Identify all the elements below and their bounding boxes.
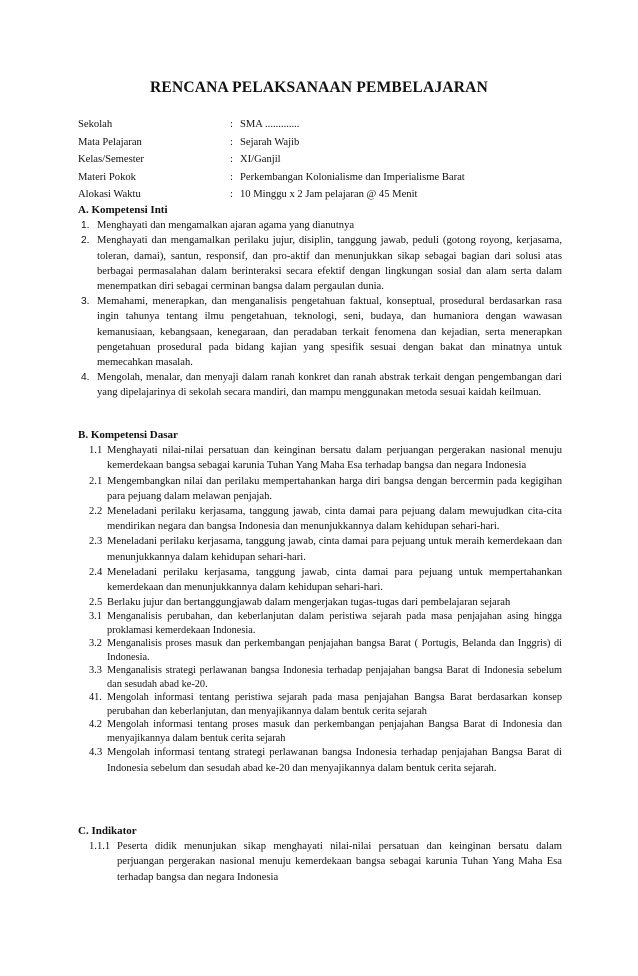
item-text: Menganalisis proses masuk dan perkembangan penjajahan bangsa Barat ( Portugis, Belanda dan Inggris) di Indonesia. — [107, 638, 562, 663]
info-label: Kelas/Semester — [78, 154, 144, 165]
info-colon: : — [230, 171, 233, 183]
item-text: Menganalisis perubahan, dan keberlanjutan dalam peristiwa sejarah pada masa penjajahan asing hingga proklamasi kemerdekaan Indonesia. — [107, 611, 562, 636]
list-item — [78, 565, 562, 595]
item-text: Menghayati dan mengamalkan ajaran agama yang dianutnya — [97, 220, 355, 232]
item-text: Berlaku jujur dan bertanggungjawab dalam mengerjakan tugas-tugas dari pembelajaran sejarah — [107, 597, 511, 609]
list-item — [78, 595, 562, 610]
item-number: 4. — [81, 372, 90, 384]
info-value: 10 Minggu x 2 Jam pelajaran @ 45 Menit — [240, 189, 418, 200]
item-number: 2.5 — [89, 597, 103, 609]
item-number: 1.1 — [89, 445, 103, 457]
info-value: SMA ............. — [240, 119, 300, 130]
info-value: Sejarah Wajib — [240, 136, 300, 148]
item-number: 2.4 — [89, 566, 103, 578]
section-title: A. Kompetensi Inti — [78, 204, 168, 216]
info-label: Mata Pelajaran — [78, 136, 142, 148]
list-item — [78, 610, 562, 637]
list-item — [78, 718, 562, 745]
document-title: RENCANA PELAKSANAAN PEMBELAJARAN — [150, 79, 488, 96]
item-text: Memahami, menerapkan, dan menganalisis pengetahuan faktual, konseptual, prosedural berdasarkan rasa ingin tahunya tentang ilmu pengetahuan, teknologi, seni, budaya, dan humaniora dengan wawasan kemanusiaan, kebangsaan, kenegaraan, dan peradaban terkait fenomena dan kejadian, serta menerapkan pengetahuan prosedural pada bidang kajian yang spesifik sesuai dengan bakat dan minatnya untuk memecahkan masalah. — [97, 296, 562, 369]
info-label: Alokasi Waktu — [78, 189, 141, 200]
info-colon: : — [230, 136, 233, 148]
item-text: Mengolah informasi tentang peristiwa sejarah pada masa penjajahan Bangsa Barat berdasarkan konsep perubahan dan keberlanjutan, dan menyajikannya dalam bentuk cerita sejarah — [107, 692, 562, 717]
list-item — [78, 474, 562, 504]
item-number: 2.1 — [89, 475, 103, 487]
section-indikator — [78, 824, 562, 885]
list-item — [78, 233, 562, 294]
list-item — [78, 637, 562, 664]
item-text: Meneladani perilaku kerjasama, tanggung jawab, cinta damai para pejuang untuk mempertahankan kemerdekaan dan menunjukkannya dalam kehidupan sehari-hari. — [107, 566, 562, 594]
list-item — [78, 218, 562, 233]
item-number: 2.3 — [89, 536, 103, 548]
item-text: Mengolah informasi tentang proses masuk dan perkembangan penjajahan Bangsa Barat di Indonesia dan menyajikannya dalam bentuk cerita sejarah — [107, 719, 562, 744]
info-colon: : — [230, 189, 233, 200]
section-title: B. Kompetensi Dasar — [78, 429, 178, 441]
section-title: C. Indikator — [78, 825, 137, 837]
item-text: Peserta didik menunjukan sikap menghayati nilai-nilai persatuan dan keinginan bersatu dalam perjuangan pergerakan nasional menuju kemerdekaan bangsa sebagai karunia Tuhan Yang Maha Esa terhadap bangsa dan negara Indonesia — [117, 841, 562, 883]
list-item — [78, 370, 562, 400]
item-text: Meneladani perilaku kerjasama, tanggung jawab, cinta damai para pejuang dalam mewujudkan cita-cita mendirikan negara dan bangsa Indonesia dan menunjukkannya dalam kehidupan sehari-hari. — [107, 506, 562, 533]
list-item — [78, 504, 562, 534]
info-value: Perkembangan Kolonialisme dan Imperialisme Barat — [240, 171, 465, 183]
item-number: 2. — [81, 235, 90, 247]
item-number: 41. — [89, 692, 102, 704]
item-number: 1. — [81, 220, 90, 232]
item-number: 3.3 — [89, 665, 102, 677]
info-colon: : — [230, 119, 233, 130]
list-item — [78, 745, 562, 775]
item-text: Menganalisis strategi perlawanan bangsa Indonesia terhadap penjajahan bangsa Barat di Indonesia sebelum dan sesudah abad ke-20. — [107, 665, 562, 690]
list-item — [78, 443, 562, 473]
item-text: Menghayati nilai-nilai persatuan dan keinginan bersatu dalam perjuangan pergerakan nasional menuju kemerdekaan bangsa sebagai karunia Tuhan Yang Maha Esa terhadap bangsa dan negara Indonesia — [107, 445, 562, 472]
item-text: Mengolah informasi tentang strategi perlawanan bangsa Indonesia terhadap penjajahan Bangsa Barat di Indonesia sebelum dan sesudah abad ke-20 dan menyajikannya dalam bentuk cerita sejarah. — [107, 747, 562, 774]
item-number: 3.2 — [89, 638, 102, 650]
item-text: Mengembangkan nilai dan perilaku mempertahankan harga diri bangsa dengan bercermin pada kegigihan para pejuang dalam melawan penjajah. — [107, 475, 562, 502]
list-item — [78, 664, 562, 691]
list-item — [78, 534, 562, 564]
info-colon: : — [230, 154, 233, 165]
list-item — [78, 839, 562, 885]
item-number: 3. — [81, 296, 90, 308]
item-number: 4.2 — [89, 719, 102, 731]
section-kompetensi-inti — [78, 203, 562, 401]
section-kompetensi-dasar — [78, 428, 562, 776]
item-text: Meneladani perilaku kerjasama, tanggung jawab, cinta damai para pejuang untuk meraih kemerdekaan dan menunjukkannya dalam kehidupan sehari-hari. — [107, 536, 562, 563]
item-text: Mengolah, menalar, dan menyaji dalam ranah konkret dan ranah abstrak terkait dengan pengembangan dari yang dipelajarinya di sekolah secara mandiri, dan mampu menggunakan metoda sesuai kaidah keilmuan. — [97, 372, 562, 399]
list-item — [78, 691, 562, 718]
item-number: 2.2 — [89, 506, 103, 518]
item-text: Menghayati dan mengamalkan perilaku jujur, disiplin, tanggung jawab, peduli (gotong royong, kerjasama, toleran, damai), santun, responsif, dan pro-aktif dan menunjukkan sikap sebagai bagian dari solusi atas berbagai permasalahan dalam berinteraksi secara efektif dengan lingkungan sosial dan alam serta dalam menempatkan diri sebagai cerminan bangsa dalam pergaulan dunia. — [97, 235, 562, 293]
list-item — [78, 294, 562, 370]
info-label: Sekolah — [78, 119, 113, 130]
info-value: XI/Ganjil — [240, 154, 281, 165]
item-number: 1.1.1 — [89, 841, 111, 853]
info-label: Materi Pokok — [78, 171, 136, 183]
item-number: 3.1 — [89, 611, 102, 623]
item-number: 4.3 — [89, 747, 103, 759]
